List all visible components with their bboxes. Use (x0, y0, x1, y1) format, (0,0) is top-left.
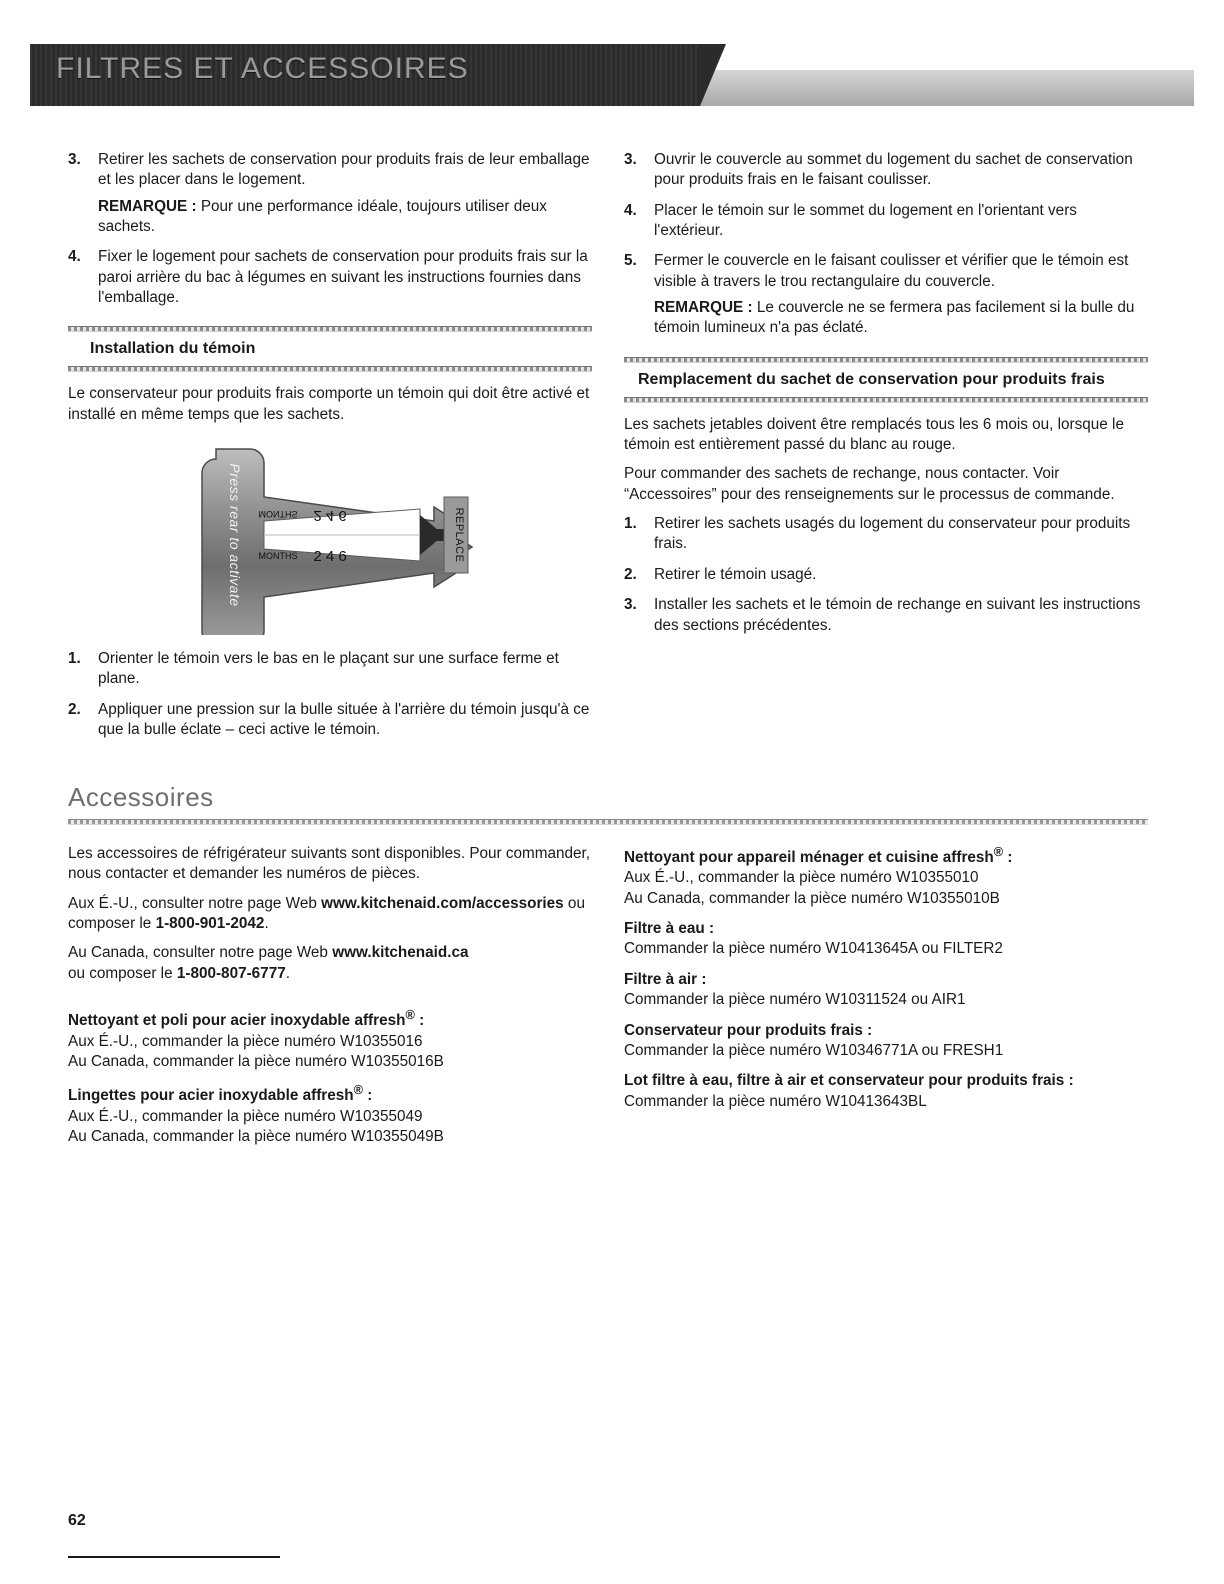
accessory-item-line: Aux É.-U., commander la pièce numéro W10355049 (68, 1107, 423, 1125)
list-item-text: Appliquer une pression sur la bulle située à l'arrière du témoin jusqu'à ce que la bulle éclate – ceci active le témoin. (98, 700, 590, 739)
accessory-item-line: Au Canada, commander la pièce numéro W10355016B (68, 1052, 444, 1070)
list-item-number: 3. (68, 151, 81, 168)
list-item (68, 247, 592, 308)
accessory-heading-text: Nettoyant et poli pour acier inoxydable affresh (68, 1012, 406, 1030)
accessory-item-line: Commander la pièce numéro W10413645A ou FILTER2 (624, 940, 1003, 958)
us-contact-suffix: . (264, 915, 269, 933)
heading-rule-bottom (624, 397, 1148, 403)
list-item-text: Retirer les sachets de conservation pour produits frais de leur emballage et les placer dans le logement. (98, 151, 590, 189)
list-item-text: Installer les sachets et le témoin de rechange en suivant les instructions des sections précédentes. (654, 596, 1141, 634)
list-item-number: 4. (624, 201, 637, 219)
accessory-item-line: Commander la pièce numéro W10311524 ou AIR1 (624, 991, 966, 1009)
section-heading-label: Remplacement du sachet de conservation pour produits frais (638, 370, 1105, 388)
accessories-right-column (624, 844, 1148, 1122)
note-body: Pour une performance idéale, toujours utiliser deux sachets. (98, 197, 547, 236)
list-item-text: Fermer le couvercle en le faisant coulisser et vérifier que le témoin est visible à travers le trou rectangulaire du couvercle. (654, 252, 1129, 290)
list-item-number: 3. (624, 596, 637, 614)
list-item (68, 649, 592, 690)
section-heading-replacement (624, 357, 1148, 403)
note-text (654, 298, 1148, 339)
list-item-text: Placer le témoin sur le sommet du logement en l'orientant vers l'extérieur. (654, 201, 1077, 240)
accessory-heading-tail: : (1003, 849, 1013, 867)
list-item-text: Orienter le témoin vers le bas en le plaçant sur une surface ferme et plane. (98, 650, 559, 688)
list-item (624, 595, 1148, 636)
us-phone: 1-800-901-2042 (155, 915, 265, 933)
footer-rule (68, 1556, 280, 1558)
section-heading-installation (68, 326, 592, 372)
page-title: FILTRES ET ACCESSOIRES (56, 52, 469, 85)
ca-contact-prefix: Au Canada, consulter notre page Web (68, 944, 333, 962)
accessory-heading-tail: : (704, 920, 715, 938)
list-item (624, 514, 1148, 555)
accessories-title: Accessoires (68, 782, 214, 812)
accessory-heading-text: Conservateur pour produits frais (624, 1021, 863, 1039)
heading-rule-bottom (68, 366, 592, 372)
note-body: Le couvercle ne se fermera pas facilement si la bulle du témoin lumineux n'a pas éclaté. (654, 299, 1135, 337)
list-item-number: 2. (624, 565, 637, 583)
accessory-item-line: Au Canada, commander la pièce numéro W10355010B (624, 889, 1000, 907)
accessory-item-line: Aux É.-U., commander la pièce numéro W10355016 (68, 1032, 423, 1050)
list-item-text: Ouvrir le couvercle au sommet du logement du sachet de conservation pour produits frais en le faisant coulisser. (654, 151, 1133, 189)
us-contact-prefix: Aux É.-U., consulter notre page Web (68, 894, 322, 912)
accessory-item-line: Au Canada, commander la pièce numéro W10355049B (68, 1127, 444, 1145)
ca-phone: 1-800-807-6777 (176, 964, 286, 982)
svg-text:Press rear to activate: Press rear to activate (227, 463, 243, 607)
accessory-item-heading (68, 1082, 592, 1106)
list-item-text: Retirer le témoin usagé. (654, 565, 817, 583)
accessory-item-line: Commander la pièce numéro W10346771A ou FRESH1 (624, 1041, 1004, 1059)
list-item-body (98, 150, 592, 237)
svg-text:2 4 6: 2 4 6 (313, 548, 347, 566)
list-item (624, 565, 1148, 585)
list-item-body (98, 649, 592, 690)
accessories-section-header (68, 782, 1148, 825)
accessory-item (624, 1071, 1148, 1112)
accessory-heading-tail: : (697, 970, 707, 988)
accessory-item-heading (624, 844, 1148, 868)
accessory-heading-tail: : (1064, 1072, 1074, 1090)
list-item-number: 4. (68, 248, 81, 266)
list-item-body (654, 595, 1148, 636)
accessory-item (624, 844, 1148, 909)
list-item (68, 150, 592, 237)
svg-text:2 4 6: 2 4 6 (313, 507, 347, 525)
right-column (624, 150, 1148, 646)
accessory-item-line: Commander la pièce numéro W10413643BL (624, 1092, 927, 1110)
ca-contact-line (68, 943, 592, 984)
note-label: REMARQUE : (654, 299, 753, 317)
accessory-item-heading (68, 1007, 592, 1031)
accessory-item-line: Aux É.-U., commander la pièce numéro W10355010 (624, 869, 979, 887)
accessory-heading-tail: : (363, 1087, 373, 1105)
registered-mark: ® (353, 1082, 364, 1098)
paragraph: Les sachets jetables doivent être remplacés tous les 6 mois ou, lorsque le témoin est entièrement passé du blanc au rouge. (624, 415, 1124, 454)
accessory-heading-text: Filtre à air (624, 970, 698, 988)
list-item (624, 251, 1148, 338)
svg-text:MONTHS: MONTHS (258, 551, 298, 562)
list-item-body (98, 700, 592, 741)
accessory-heading-text: Lot filtre à eau, filtre à air et conservateur pour produits frais (624, 1072, 1065, 1090)
list-item-number: 1. (624, 515, 637, 533)
accessory-heading-text: Lingettes pour acier inoxydable affresh (68, 1087, 354, 1105)
note-text (98, 197, 592, 238)
note-label: REMARQUE : (98, 197, 197, 215)
accessory-item (624, 1021, 1148, 1062)
indicator-illustration (68, 435, 592, 635)
accessory-item-heading (624, 970, 1148, 990)
list-item-text: Fixer le logement pour sachets de conservation pour produits frais sur la paroi arrière du bac à légumes en suivant les instructions fournies dans l'emballage. (98, 248, 588, 307)
section-heading-label: Installation du témoin (90, 340, 256, 358)
banner-tail-graphic (670, 70, 1194, 106)
list-item (624, 201, 1148, 242)
accessory-item (624, 970, 1148, 1011)
paragraph: Pour commander des sachets de rechange, nous contacter. Voir “Accessoires” pour des renseignements sur le processus de commande. (624, 465, 1115, 503)
list-item-body (98, 247, 592, 308)
accessory-heading-tail: : (414, 1012, 425, 1030)
accessory-item-heading (624, 919, 1148, 939)
freshness-indicator-figure (68, 435, 592, 635)
list-item-body (654, 565, 1148, 585)
svg-text:MONTHS: MONTHS (258, 509, 298, 520)
list-item-body (654, 150, 1148, 191)
accessory-item (624, 919, 1148, 960)
accessory-item (68, 1007, 592, 1072)
list-item (624, 150, 1148, 191)
accessories-left-column (68, 844, 592, 1157)
list-item-text: Retirer les sachets usagés du logement du conservateur pour produits frais. (654, 515, 1131, 553)
accessory-heading-tail: : (862, 1021, 873, 1039)
accessory-heading-text: Filtre à eau (624, 920, 705, 938)
list-item-number: 1. (68, 650, 81, 668)
accessory-item (68, 1082, 592, 1147)
accessory-heading-text: Nettoyant pour appareil ménager et cuisine affresh (624, 849, 994, 867)
us-contact-mid: ou composer le (68, 894, 585, 933)
list-item-number: 5. (624, 252, 637, 270)
accessory-item-heading (624, 1021, 1148, 1041)
accessories-intro: Les accessoires de réfrigérateur suivants sont disponibles. Pour commander, nous contacter et demander les numéros de pièces. (68, 845, 591, 883)
intro-paragraph: Le conservateur pour produits frais comporte un témoin qui doit être activé et installé en même temps que les sachets. (68, 385, 590, 423)
list-item-number: 3. (624, 151, 637, 168)
us-contact-line (68, 894, 592, 935)
us-website[interactable]: www.kitchenaid.com/accessories (321, 894, 564, 912)
ca-website[interactable]: www.kitchenaid.ca (332, 944, 469, 962)
accessories-rule (68, 819, 1148, 825)
list-item-body (654, 201, 1148, 242)
ca-contact-suffix: . (285, 964, 290, 982)
list-item (68, 700, 592, 741)
registered-mark: ® (405, 1007, 415, 1023)
page-number: 62 (68, 1512, 86, 1529)
accessory-item-heading (624, 1071, 1148, 1091)
ca-contact-mid: ou composer le (68, 964, 177, 982)
page-header-banner (30, 44, 1194, 106)
list-item-body (654, 251, 1148, 338)
registered-mark: ® (993, 844, 1004, 859)
left-column (68, 150, 592, 750)
svg-text:REPLACE: REPLACE (453, 507, 465, 563)
list-item-body (654, 514, 1148, 555)
list-item-number: 2. (68, 700, 81, 718)
